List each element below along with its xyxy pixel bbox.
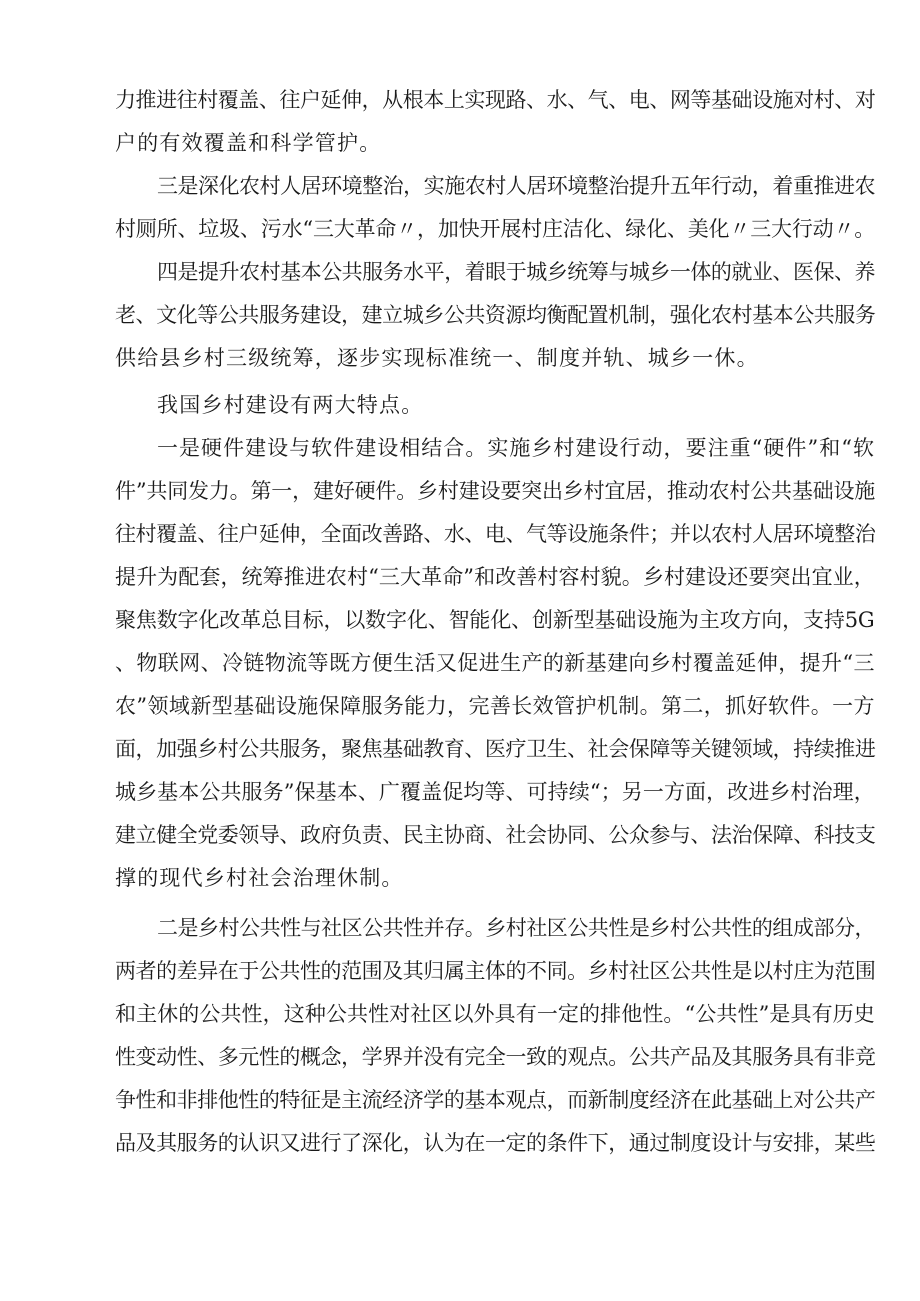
text-line: 和主休的公共性，这种公共性对社区以外具有一定的排他性。“公共性”是具有历史 [115, 1002, 875, 1026]
text-line: 建立健全党委领导、政府负责、民主协商、社会协同、公众参与、法治保障、科技支 [115, 823, 876, 847]
text-line: 往村覆盖、往户延伸，全面改善路、水、电、气等设施条件；并以农村人居环境整治 [115, 522, 876, 546]
text-line: 农”领域新型基础设施保障服务能力，完善长效管护机制。第二，抓好软件。一方 [115, 694, 875, 718]
text-line: 力推进往村覆盖、往户延伸，从根本上实现路、水、气、电、网等基础设施对村、对 [115, 88, 876, 112]
text-line: 聚焦数字化改革总目标，以数字化、智能化、创新型基础设施为主攻方向，支持5G [115, 608, 875, 632]
text-line: 件”共同发力。第一，建好硬件。乡村建设要突出乡村宜居，推动农村公共基础设施 [115, 479, 876, 503]
text-line: 性变动性、多元性的概念，学界并没有完全一致的观点。公共产品及其服务具有非竞 [115, 1045, 876, 1069]
text-line: 品及其服务的认识又进行了深化，认为在一定的条件下，通过制度设计与安排，某些 [115, 1131, 876, 1155]
text-line: 城乡基本公共服务”保基本、广覆盖促均等、可持续“；另一方面，改进乡村治理， [115, 780, 875, 804]
text-line: 四是提升农村基本公共服务水平，着眼于城乡统筹与城乡一体的就业、医保、养 [157, 260, 875, 284]
text-line: 二是乡村公共性与社区公共性并存。乡村社区公共性是乡村公共性的组成部分， [157, 916, 875, 940]
text-line: 争性和非排他性的特征是主流经济学的基本观点，而新制度经济在此基础上对公共产 [115, 1088, 876, 1112]
text-line: 两者的差异在于公共性的范围及其归属主体的不同。乡村社区公共性是以村庄为范围 [115, 959, 876, 983]
text-line: 面，加强乡村公共服务，聚焦基础教育、医疗卫生、社会保障等关键领域，持续推进 [115, 737, 876, 761]
text-line: 户的有效覆盖和科学管护。 [115, 131, 382, 155]
text-line: 撑的现代乡村社会治理休制。 [115, 866, 404, 890]
text-line: 老、文化等公共服务建设，建立城乡公共资源均衡配置机制，强化农村基本公共服务 [115, 303, 876, 327]
text-line: 一是硬件建设与软件建设相结合。实施乡村建设行动，要注重“硬件”和“软 [157, 436, 876, 460]
text-line: 提升为配套，统筹推进农村“三大革命”和改善村容村貌。乡村建设还要突出宜业， [115, 565, 875, 589]
text-line: 供给县乡村三级统筹，逐步实现标准统一、制度并轨、城乡一休。 [115, 346, 759, 370]
text-line: 、物联网、冷链物流等既方便生活又促进生产的新基建向乡村覆盖延伸，提升“三 [115, 651, 875, 675]
text-line: 村厕所、垃圾、污水“三大革命〃，加快开展村庄洁化、绿化、美化〃三大行动〃。 [115, 217, 876, 241]
text-line: 我国乡村建设有两大特点。 [157, 393, 424, 417]
text-line: 三是深化农村人居环境整治，实施农村人居环境整治提升五年行动，着重推进农 [157, 174, 875, 198]
